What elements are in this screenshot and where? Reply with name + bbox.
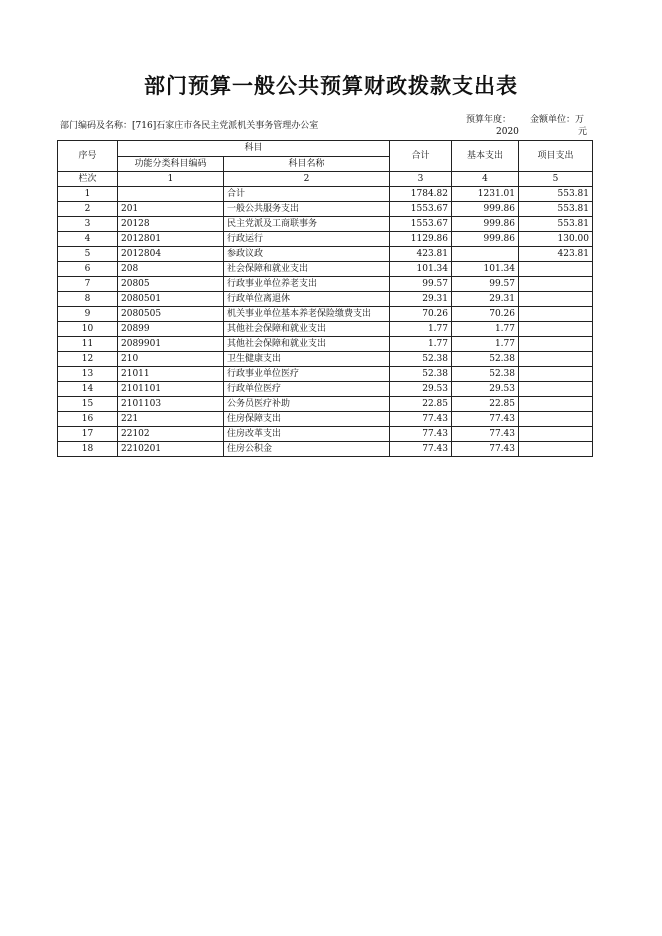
row-seq: 13 (58, 367, 118, 382)
table-row (58, 262, 593, 277)
row-name: 机关事业单位基本养老保险缴费支出 (224, 307, 390, 322)
row-project: 130.00 (519, 232, 593, 247)
row-total: 1129.86 (390, 232, 452, 247)
row-project (519, 277, 593, 292)
col-index-3: 3 (390, 172, 452, 187)
row-basic: 999.86 (452, 232, 519, 247)
row-basic: 52.38 (452, 367, 519, 382)
row-project (519, 292, 593, 307)
row-basic: 999.86 (452, 202, 519, 217)
table-row (58, 217, 593, 232)
row-seq: 5 (58, 247, 118, 262)
row-project (519, 337, 593, 352)
table-row (58, 352, 593, 367)
row-code: 208 (118, 262, 224, 277)
row-code: 20805 (118, 277, 224, 292)
row-code: 221 (118, 412, 224, 427)
row-name: 其他社会保障和就业支出 (224, 322, 390, 337)
table-row (58, 187, 593, 202)
row-seq: 7 (58, 277, 118, 292)
row-seq: 17 (58, 427, 118, 442)
row-project: 553.81 (519, 187, 593, 202)
row-code: 2012801 (118, 232, 224, 247)
row-total: 29.31 (390, 292, 452, 307)
row-seq: 2 (58, 202, 118, 217)
row-basic: 70.26 (452, 307, 519, 322)
budget-year-label: 预算年度： (466, 115, 512, 125)
row-seq: 9 (58, 307, 118, 322)
row-project (519, 307, 593, 322)
table-body (58, 187, 593, 457)
amount-unit-label: 金额单位：万 (530, 115, 585, 125)
row-name: 卫生健康支出 (224, 352, 390, 367)
row-total: 52.38 (390, 367, 452, 382)
row-name: 行政事业单位医疗 (224, 367, 390, 382)
row-total: 77.43 (390, 412, 452, 427)
row-seq: 11 (58, 337, 118, 352)
table-row (58, 367, 593, 382)
row-basic: 29.31 (452, 292, 519, 307)
row-basic: 1231.01 (452, 187, 519, 202)
row-basic: 77.43 (452, 412, 519, 427)
table-row (58, 382, 593, 397)
row-project (519, 382, 593, 397)
row-code: 22102 (118, 427, 224, 442)
table-row (58, 427, 593, 442)
budget-year-value: 2020 (496, 127, 519, 137)
row-name: 参政议政 (224, 247, 390, 262)
row-seq: 14 (58, 382, 118, 397)
row-seq: 10 (58, 322, 118, 337)
row-total: 1784.82 (390, 187, 452, 202)
row-seq: 8 (58, 292, 118, 307)
row-project (519, 262, 593, 277)
row-name: 社会保障和就业支出 (224, 262, 390, 277)
col-index-5: 5 (519, 172, 593, 187)
row-basic: 29.53 (452, 382, 519, 397)
row-total: 1.77 (390, 322, 452, 337)
row-name: 住房改革支出 (224, 427, 390, 442)
department-label: 部门编码及名称：[716]石家庄市各民主党派机关事务管理办公室 (60, 121, 319, 131)
row-basic: 999.86 (452, 217, 519, 232)
row-total: 22.85 (390, 397, 452, 412)
row-total: 52.38 (390, 352, 452, 367)
table-row (58, 277, 593, 292)
header-subject: 科目 (118, 141, 390, 157)
page-title: 部门预算一般公共预算财政拨款支出表 (144, 74, 518, 98)
header-name: 科目名称 (224, 156, 390, 172)
table-row (58, 247, 593, 262)
row-name: 住房保障支出 (224, 412, 390, 427)
row-code (118, 187, 224, 202)
row-code: 2089901 (118, 337, 224, 352)
row-seq: 3 (58, 217, 118, 232)
row-code: 20899 (118, 322, 224, 337)
row-seq: 1 (58, 187, 118, 202)
row-name: 其他社会保障和就业支出 (224, 337, 390, 352)
row-seq: 15 (58, 397, 118, 412)
row-seq: 18 (58, 442, 118, 457)
row-basic: 99.57 (452, 277, 519, 292)
row-name: 民主党派及工商联事务 (224, 217, 390, 232)
row-seq: 6 (58, 262, 118, 277)
row-basic (452, 247, 519, 262)
row-code: 2210201 (118, 442, 224, 457)
row-seq: 12 (58, 352, 118, 367)
budget-table (57, 140, 593, 457)
row-project (519, 427, 593, 442)
col-index-1: 1 (118, 172, 224, 187)
row-name: 行政单位医疗 (224, 382, 390, 397)
table-row (58, 307, 593, 322)
row-basic: 101.34 (452, 262, 519, 277)
row-code: 210 (118, 352, 224, 367)
row-code: 2080501 (118, 292, 224, 307)
table-row (58, 337, 593, 352)
row-project: 553.81 (519, 217, 593, 232)
col-index-2: 2 (224, 172, 390, 187)
row-total: 70.26 (390, 307, 452, 322)
row-total: 1553.67 (390, 202, 452, 217)
row-basic: 52.38 (452, 352, 519, 367)
row-project (519, 322, 593, 337)
row-total: 77.43 (390, 442, 452, 457)
row-code: 2012804 (118, 247, 224, 262)
row-project (519, 352, 593, 367)
row-project (519, 397, 593, 412)
row-total: 1.77 (390, 337, 452, 352)
row-basic: 1.77 (452, 337, 519, 352)
table-row (58, 322, 593, 337)
col-index-label: 栏次 (58, 172, 118, 187)
table-row (58, 397, 593, 412)
table-row (58, 232, 593, 247)
row-name: 行政运行 (224, 232, 390, 247)
row-name: 行政单位离退休 (224, 292, 390, 307)
row-name: 住房公积金 (224, 442, 390, 457)
table-row (58, 412, 593, 427)
table-row (58, 202, 593, 217)
row-basic: 77.43 (452, 442, 519, 457)
row-total: 99.57 (390, 277, 452, 292)
row-code: 20128 (118, 217, 224, 232)
row-basic: 1.77 (452, 322, 519, 337)
row-name: 公务员医疗补助 (224, 397, 390, 412)
row-code: 2101103 (118, 397, 224, 412)
row-total: 101.34 (390, 262, 452, 277)
table-row (58, 292, 593, 307)
row-total: 1553.67 (390, 217, 452, 232)
row-basic: 77.43 (452, 427, 519, 442)
table-row (58, 442, 593, 457)
row-name: 一般公共服务支出 (224, 202, 390, 217)
row-seq: 16 (58, 412, 118, 427)
amount-unit-value: 元 (578, 127, 588, 137)
header-total: 合计 (390, 141, 452, 172)
row-basic: 22.85 (452, 397, 519, 412)
row-project: 553.81 (519, 202, 593, 217)
row-name: 行政事业单位养老支出 (224, 277, 390, 292)
col-index-4: 4 (452, 172, 519, 187)
row-project (519, 412, 593, 427)
header-code: 功能分类科目编码 (118, 156, 224, 172)
row-seq: 4 (58, 232, 118, 247)
row-name: 合计 (224, 187, 390, 202)
row-code: 21011 (118, 367, 224, 382)
row-project: 423.81 (519, 247, 593, 262)
row-total: 77.43 (390, 427, 452, 442)
row-project (519, 442, 593, 457)
row-total: 423.81 (390, 247, 452, 262)
row-code: 201 (118, 202, 224, 217)
row-project (519, 367, 593, 382)
row-code: 2080505 (118, 307, 224, 322)
row-total: 29.53 (390, 382, 452, 397)
row-code: 2101101 (118, 382, 224, 397)
header-project: 项目支出 (519, 141, 593, 172)
header-seq: 序号 (58, 141, 118, 172)
header-basic: 基本支出 (452, 141, 519, 172)
